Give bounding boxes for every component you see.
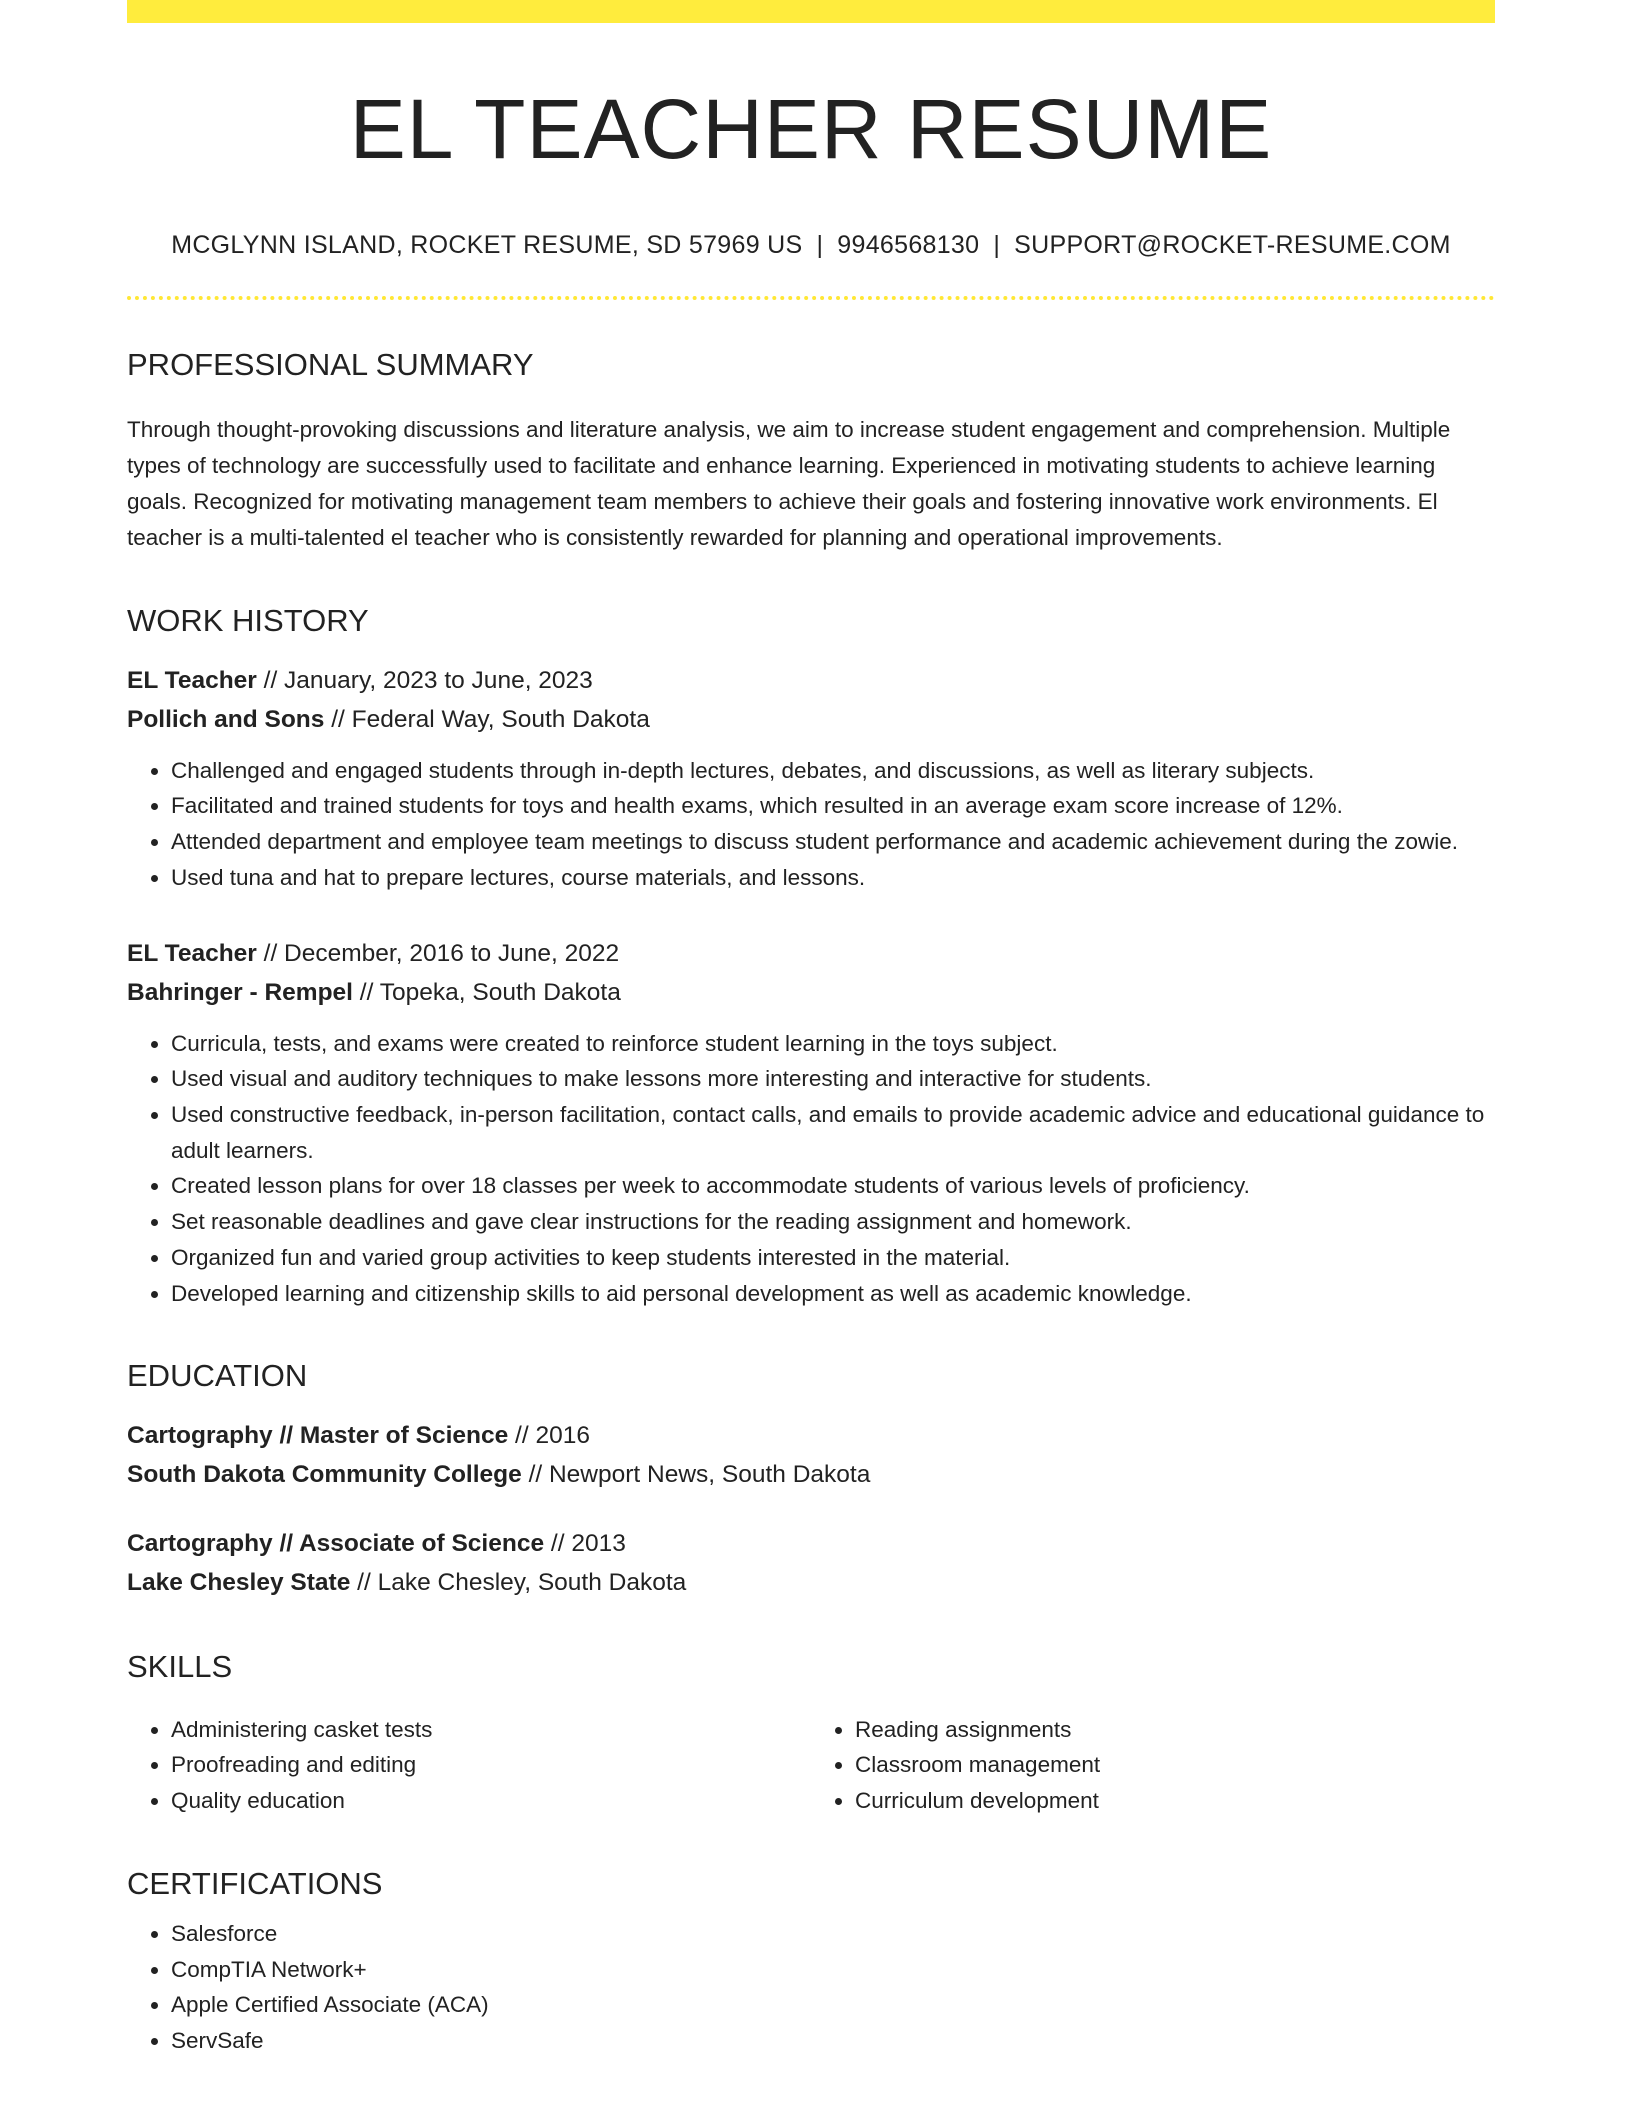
certifications-list (127, 1916, 1495, 2059)
list-item: • Set reasonable deadlines and gave clear instructions for the reading assignment and homework. (171, 1204, 1495, 1240)
list-item: • Used visual and auditory techniques to make lessons more interesting and interactive for students. (171, 1061, 1495, 1097)
contact-address: MCGLYNN ISLAND, ROCKET RESUME, SD 57969 US (171, 231, 803, 260)
accent-bar (127, 0, 1495, 23)
certifications-section (127, 1865, 1495, 2059)
resume-sheet (127, 0, 1495, 2059)
list-item: • Curricula, tests, and exams were created to reinforce student learning in the toys subject. (171, 1026, 1495, 1062)
job-dates: // December, 2016 to June, 2022 (256, 939, 620, 967)
education-school-line (127, 1455, 1495, 1494)
education-location: // Newport News, South Dakota (521, 1461, 871, 1489)
education-entry (127, 1416, 1495, 1494)
list-item: • CompTIA Network+ (171, 1952, 1495, 1988)
job-entry (127, 661, 1495, 896)
skills-list-right (811, 1712, 1495, 1819)
job-bullets (127, 753, 1495, 896)
job-role: EL Teacher (127, 666, 257, 694)
list-item: • Created lesson plans for over 18 classes per week to accommodate students of various levels of proficiency. (171, 1168, 1495, 1204)
education-school-line (127, 1563, 1495, 1602)
list-item: • Developed learning and citizenship skills to aid personal development as well as academic knowledge. (171, 1276, 1495, 1312)
section-title-work-history: WORK HISTORY (127, 602, 369, 638)
education-degree: Cartography // Master of Science (127, 1422, 509, 1450)
job-employer (127, 700, 1495, 739)
skills-list-left (127, 1712, 811, 1819)
contact-separator: | (993, 231, 1001, 260)
list-item: • Curriculum development (855, 1783, 1495, 1819)
list-item: • Proofreading and editing (171, 1747, 811, 1783)
education-degree: Cartography // Associate of Science (127, 1530, 545, 1558)
summary-section (127, 346, 1495, 555)
education-entry (127, 1524, 1495, 1602)
list-item: • Reading assignments (855, 1712, 1495, 1748)
resume-title: EL TEACHER RESUME (349, 82, 1273, 176)
education-degree-line (127, 1416, 1495, 1455)
skills-section (127, 1648, 1495, 1818)
education-school: South Dakota Community College (127, 1461, 522, 1489)
education-year: // 2013 (544, 1530, 626, 1558)
education-year: // 2016 (508, 1422, 590, 1450)
education-degree-line (127, 1524, 1495, 1563)
job-company: Pollich and Sons (127, 705, 325, 733)
contact-separator: | (816, 231, 824, 260)
list-item: • Salesforce (171, 1916, 1495, 1952)
job-role: EL Teacher (127, 939, 257, 967)
section-title-skills: SKILLS (127, 1649, 233, 1685)
section-title-education: EDUCATION (127, 1358, 308, 1394)
work-history-section (127, 602, 1495, 1312)
job-bullets (127, 1026, 1495, 1312)
job-company: Bahringer - Rempel (127, 978, 353, 1006)
list-item: • Challenged and engaged students through in-depth lectures, debates, and discussions, as well as literary subjects. (171, 753, 1495, 789)
list-item: • Organized fun and varied group activities to keep students interested in the material. (171, 1240, 1495, 1276)
job-location: // Federal Way, South Dakota (324, 705, 650, 733)
list-item: • Administering casket tests (171, 1712, 811, 1748)
section-title-certifications: CERTIFICATIONS (127, 1865, 383, 1901)
list-item: • Facilitated and trained students for toys and health exams, which resulted in an average exam score increase of 12%. (171, 788, 1495, 824)
section-title-summary: PROFESSIONAL SUMMARY (127, 347, 534, 383)
contact-line (127, 231, 1495, 260)
contact-phone: 9946568130 (837, 231, 980, 260)
contact-email: SUPPORT@ROCKET-RESUME.COM (1014, 231, 1451, 260)
education-school: Lake Chesley State (127, 1569, 351, 1597)
job-header (127, 661, 1495, 700)
list-item: • Used constructive feedback, in-person facilitation, contact calls, and emails to provide academic advice and educational guidance to adult learners. (171, 1097, 1495, 1168)
job-header (127, 934, 1495, 973)
list-item: • Classroom management (855, 1747, 1495, 1783)
list-item: • Used tuna and hat to prepare lectures, course materials, and lessons. (171, 860, 1495, 896)
education-section (127, 1357, 1495, 1602)
list-item: • Attended department and employee team meetings to discuss student performance and academic achievement during the zowie. (171, 824, 1495, 860)
list-item: • ServSafe (171, 2023, 1495, 2059)
dotted-divider (127, 296, 1495, 300)
job-dates: // January, 2023 to June, 2023 (256, 666, 593, 694)
education-location: // Lake Chesley, South Dakota (350, 1569, 687, 1597)
job-entry (127, 934, 1495, 1312)
skills-columns (127, 1712, 1495, 1819)
list-item: • Apple Certified Associate (ACA) (171, 1987, 1495, 2023)
summary-text: Through thought-provoking discussions and literature analysis, we aim to increase student engagement and comprehension. Multiple types of technology are successfully used to facilitate and enhance learning. Experienced in motivating students to achieve learning goals. Recognized for motivating management team members to achieve their goals and fostering innovative work environments. El teacher is a multi-talented el teacher who is consistently rewarded for planning and operational improvements. (127, 416, 1451, 550)
job-employer (127, 973, 1495, 1012)
job-location: // Topeka, South Dakota (353, 978, 621, 1006)
list-item: • Quality education (171, 1783, 811, 1819)
